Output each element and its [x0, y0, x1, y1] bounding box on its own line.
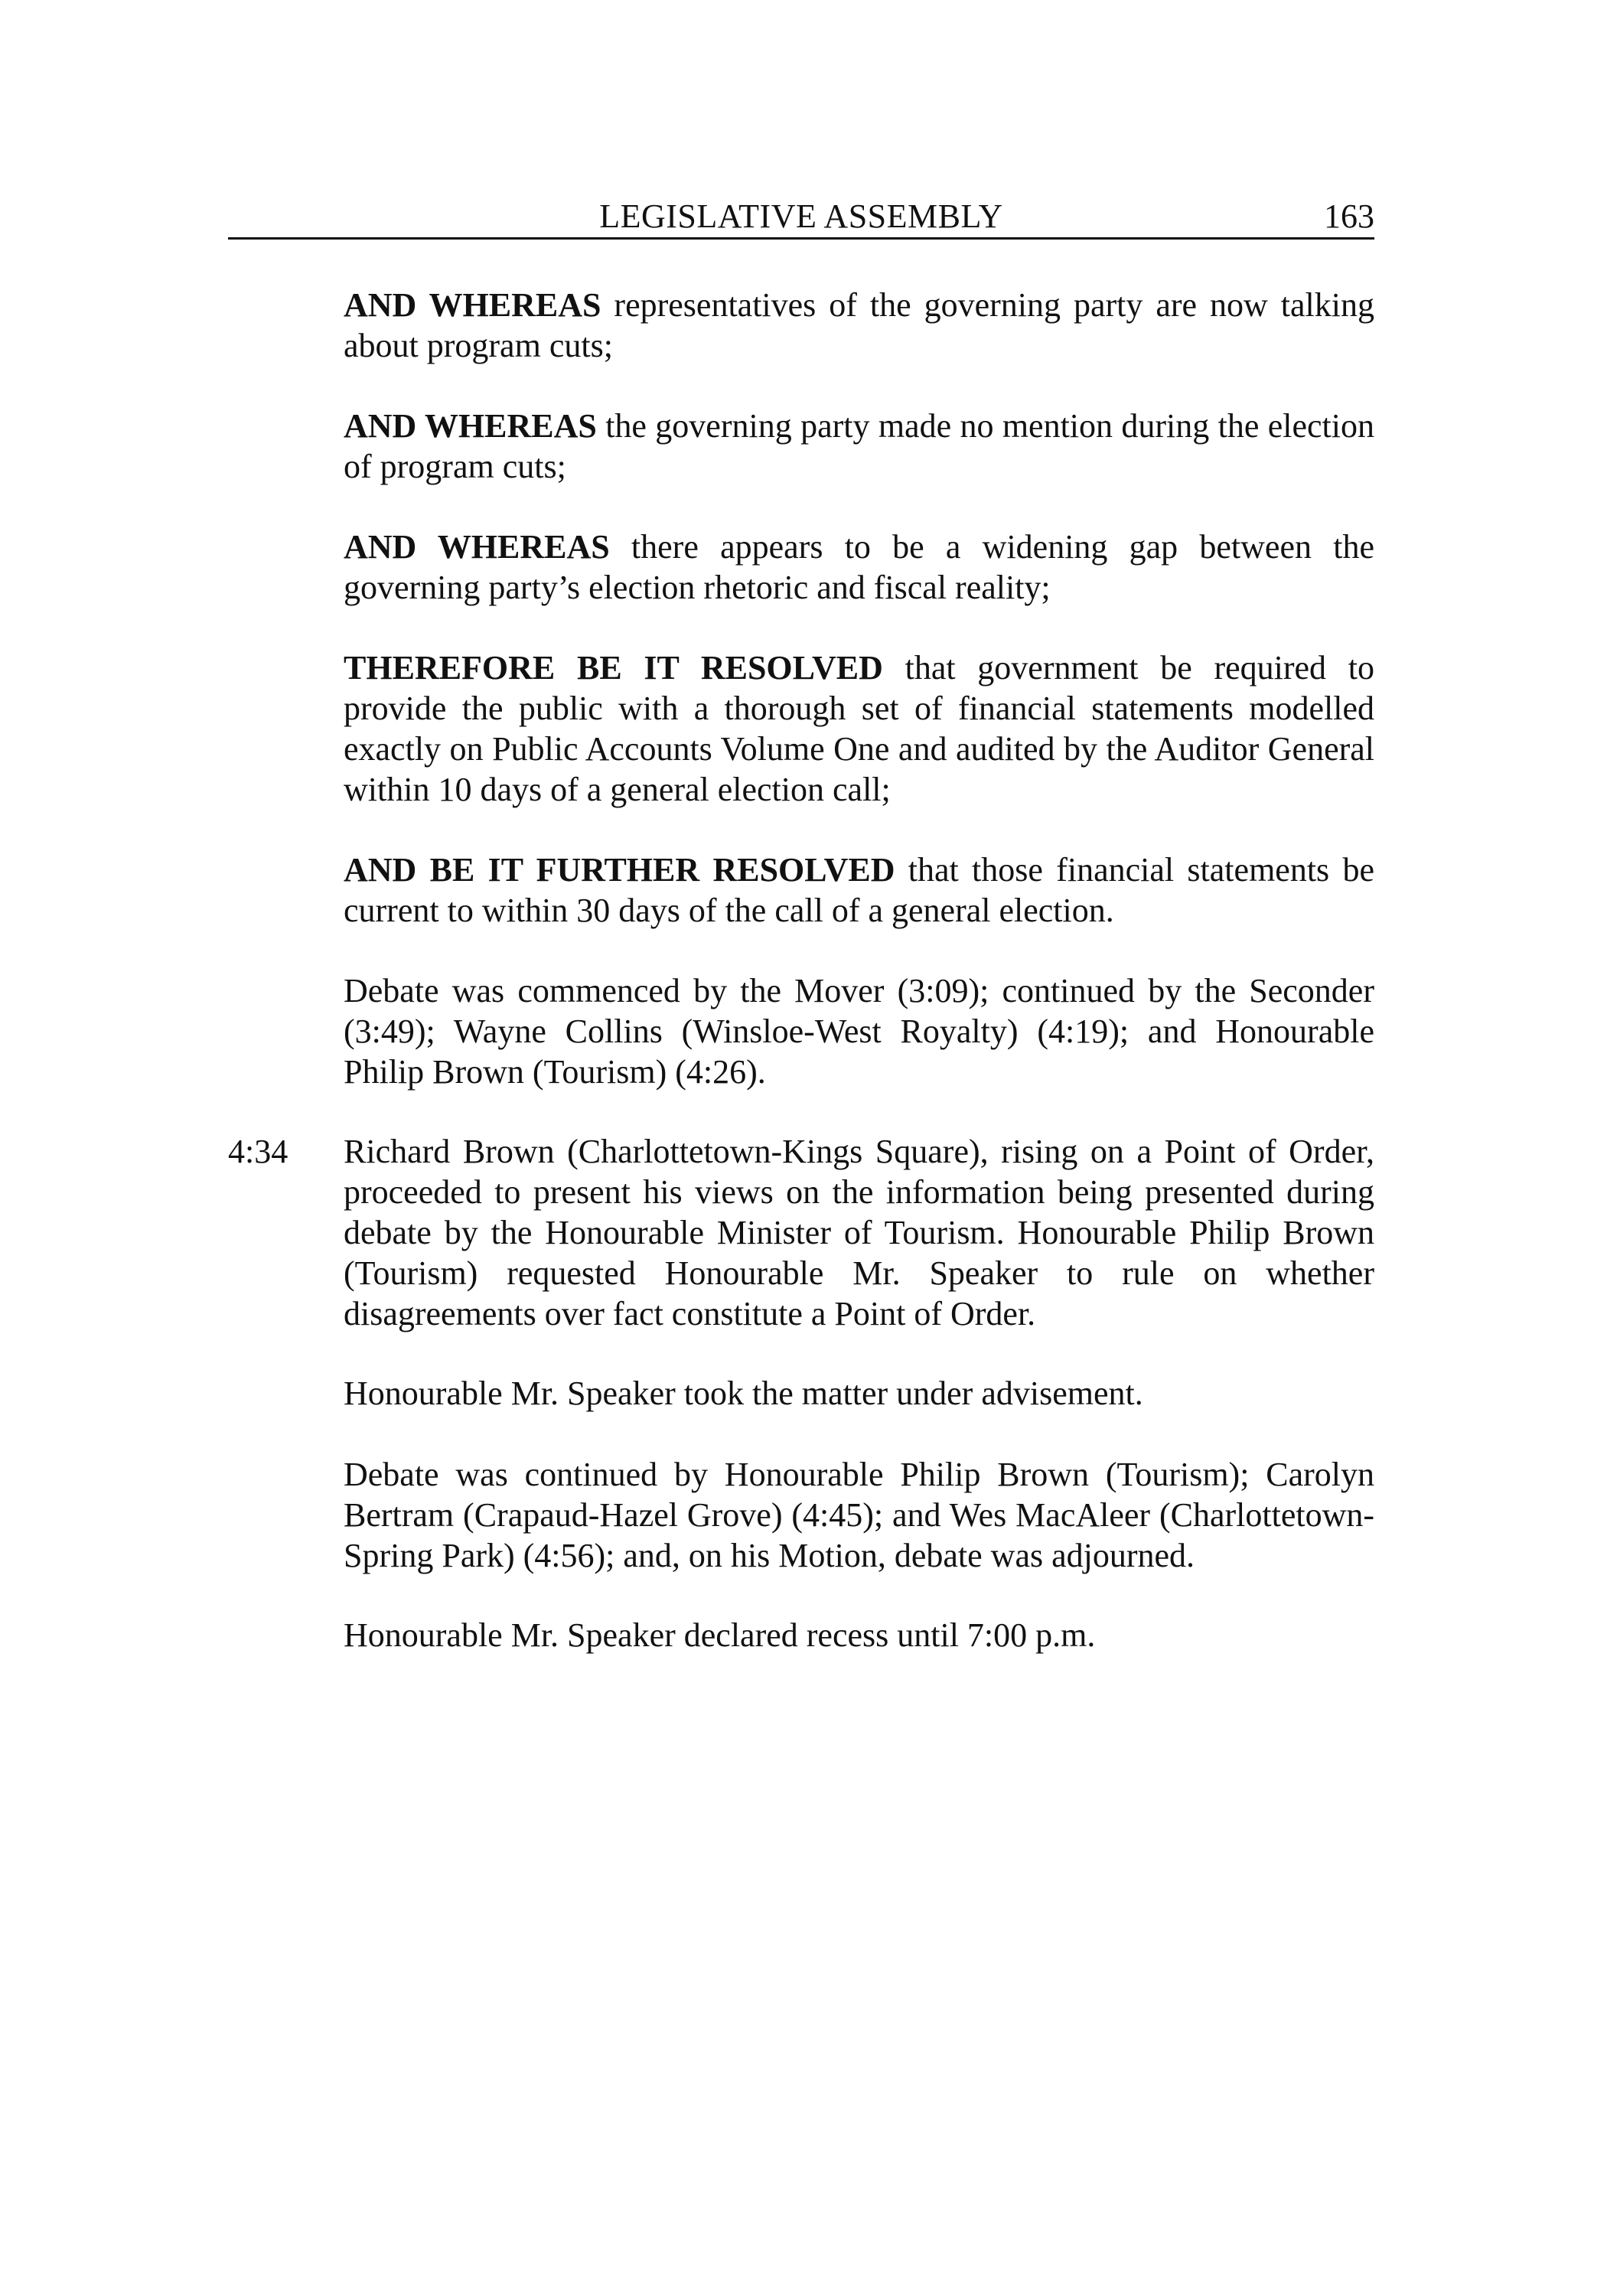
- paragraph-text: representatives of the governing party are now talking about program cuts;: [344, 286, 1374, 364]
- whereas-paragraph-2: [344, 406, 1374, 487]
- header-rule: [228, 237, 1374, 240]
- paragraph-text: Debate was continued by Honourable Philip Brown (Tourism); Carolyn Bertram (Crapaud-Hazel Grove) (4:45); and Wes MacAleer (Charlottetown-Spring Park) (4:56); and, on his Motion, debate was adjourned.: [344, 1456, 1374, 1574]
- paragraph-lead: AND WHEREAS: [344, 286, 601, 324]
- speaker-advisement-paragraph: [344, 1373, 1374, 1414]
- recess-paragraph: [344, 1615, 1374, 1655]
- paragraph-lead: AND WHEREAS: [344, 407, 597, 445]
- paragraph-lead: THEREFORE BE IT RESOLVED: [344, 649, 883, 687]
- resolved-paragraph: [344, 647, 1374, 810]
- point-of-order-paragraph: [344, 1131, 1374, 1334]
- whereas-paragraph-3: [344, 527, 1374, 608]
- page-number: 163: [1324, 197, 1374, 235]
- paragraph-text: that those financial statements be current to within 30 days of the call of a general election.: [344, 851, 1374, 929]
- paragraph-text: Honourable Mr. Speaker took the matter under advisement.: [344, 1375, 1143, 1412]
- paragraph-text: Debate was commenced by the Mover (3:09); continued by the Seconder (3:49); Wayne Collins (Winsloe-West Royalty) (4:19); and Honourable Philip Brown (Tourism) (4:26).: [344, 972, 1374, 1091]
- debate-paragraph-2: [344, 1454, 1374, 1576]
- margin-timestamp: 4:34: [228, 1133, 288, 1170]
- debate-paragraph-1: [344, 970, 1374, 1092]
- paragraph-text: that government be required to provide the public with a thorough set of financial statements modelled exactly on Public Accounts Volume One and audited by the Auditor General within 10 days of a general election call;: [344, 649, 1374, 808]
- paragraph-lead: AND WHEREAS: [344, 528, 610, 566]
- whereas-paragraph-1: [344, 285, 1374, 366]
- paragraph-lead: AND BE IT FURTHER RESOLVED: [344, 851, 895, 889]
- page-header: [228, 197, 1374, 236]
- further-resolved-paragraph: [344, 850, 1374, 931]
- paragraph-text: the governing party made no mention during the election of program cuts;: [344, 407, 1374, 485]
- paragraph-text: Richard Brown (Charlottetown-Kings Square), rising on a Point of Order, proceeded to present his views on the information being presented during debate by the Honourable Minister of Tourism. Honourable Philip Brown (Tourism) requested Honourable Mr. Speaker to rule on whether disagreements over fact constitute a Point of Order.: [344, 1133, 1374, 1332]
- paragraph-text: there appears to be a widening gap between the governing party’s election rhetoric and fiscal reality;: [344, 528, 1374, 606]
- running-title: LEGISLATIVE ASSEMBLY: [599, 197, 1003, 235]
- paragraph-text: Honourable Mr. Speaker declared recess until 7:00 p.m.: [344, 1616, 1096, 1654]
